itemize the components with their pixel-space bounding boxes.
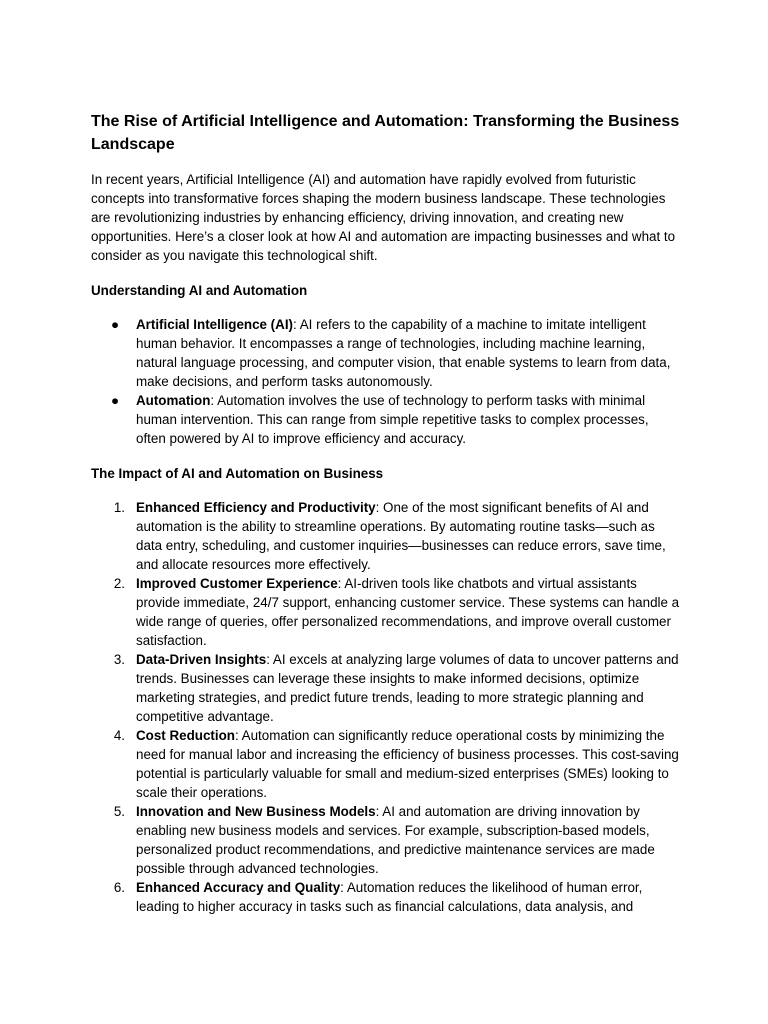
- list-item-term: Enhanced Efficiency and Productivity: [136, 500, 376, 515]
- number-marker: 6.: [113, 880, 125, 895]
- list-item-text: : AI-driven tools like chatbots and virtual assistants provide immediate, 24/7 support, enhancing customer service. These systems can handle a wide range of queries, offer personalized recommendations, and improve overall customer satisfaction.: [136, 576, 680, 648]
- list-item-term: Improved Customer Experience: [136, 576, 338, 591]
- list-item: [91, 315, 681, 391]
- list-item-text: : Automation involves the use of technology to perform tasks with minimal human intervention. This can range from simple repetitive tasks to complex processes, often powered by AI to improve efficiency and accuracy.: [136, 393, 649, 446]
- list-item: [91, 802, 681, 878]
- number-marker: 2.: [113, 576, 125, 591]
- list-item-text: : Automation reduces the likelihood of human error, leading to higher accuracy in tasks such as financial calculations, data analysis, and: [136, 880, 643, 914]
- list-item-text: : AI refers to the capability of a machine to imitate intelligent human behavior. It encompasses a range of technologies, including machine learning, natural language processing, and computer vision, that enable systems to learn from data, make decisions, and perform tasks autonomously.: [136, 317, 671, 389]
- bullet-marker: ●: [111, 393, 120, 408]
- list-item: [91, 574, 681, 650]
- section-heading-understanding: Understanding AI and Automation: [91, 283, 308, 298]
- number-marker: 5.: [113, 804, 125, 819]
- list-item-term: Artificial Intelligence (AI): [136, 317, 293, 332]
- number-marker: 3.: [113, 652, 125, 667]
- list-item-text: : Automation can significantly reduce operational costs by minimizing the need for manual labor and increasing the efficiency of business processes. This cost-saving potential is particularly valuable for small and medium-sized enterprises (SMEs) looking to scale their operations.: [136, 728, 679, 800]
- list-item-text: : One of the most significant benefits of AI and automation is the ability to streamline operations. By automating routine tasks—such as data entry, scheduling, and customer inquiries—businesses can reduce errors, save time, and allocate resources more effectively.: [136, 500, 666, 572]
- list-item: [91, 650, 681, 726]
- intro-paragraph: In recent years, Artificial Intelligence (AI) and automation have rapidly evolved from futuristic concepts into transformative forces shaping the modern business landscape. These technologies are revolutionizing industries by enhancing efficiency, driving innovation, and creating new opportunities. Here’s a closer look at how AI and automation are impacting businesses and what to consider as you navigate this technological shift.: [91, 172, 676, 263]
- bullet-marker: ●: [111, 317, 120, 332]
- list-item-term: Innovation and New Business Models: [136, 804, 376, 819]
- list-item-text: : AI excels at analyzing large volumes of data to uncover patterns and trends. Businesses can leverage these insights to make informed decisions, optimize marketing strategies, and predict future trends, leading to more strategic planning and competitive advantage.: [136, 652, 679, 724]
- number-marker: 4.: [113, 728, 125, 743]
- bullet-list: [91, 315, 681, 448]
- document-title: The Rise of Artificial Intelligence and Automation: Transforming the Business Landscape: [91, 113, 680, 153]
- list-item-term: Enhanced Accuracy and Quality: [136, 880, 341, 895]
- list-item: [91, 726, 681, 802]
- list-item-term: Data-Driven Insights: [136, 652, 267, 667]
- document-page: [91, 110, 681, 932]
- list-item: [91, 498, 681, 574]
- list-item-term: Automation: [136, 393, 211, 408]
- list-item: [91, 878, 681, 916]
- list-item-text: : AI and automation are driving innovation by enabling new business models and services. For example, subscription-based models, personalized product recommendations, and predictive maintenance services are made possible through advanced technologies.: [136, 804, 655, 876]
- list-item: [91, 391, 681, 448]
- number-marker: 1.: [113, 500, 125, 515]
- section-heading-impact: The Impact of AI and Automation on Business: [91, 466, 384, 481]
- list-item-term: Cost Reduction: [136, 728, 235, 743]
- numbered-list: [91, 498, 681, 916]
